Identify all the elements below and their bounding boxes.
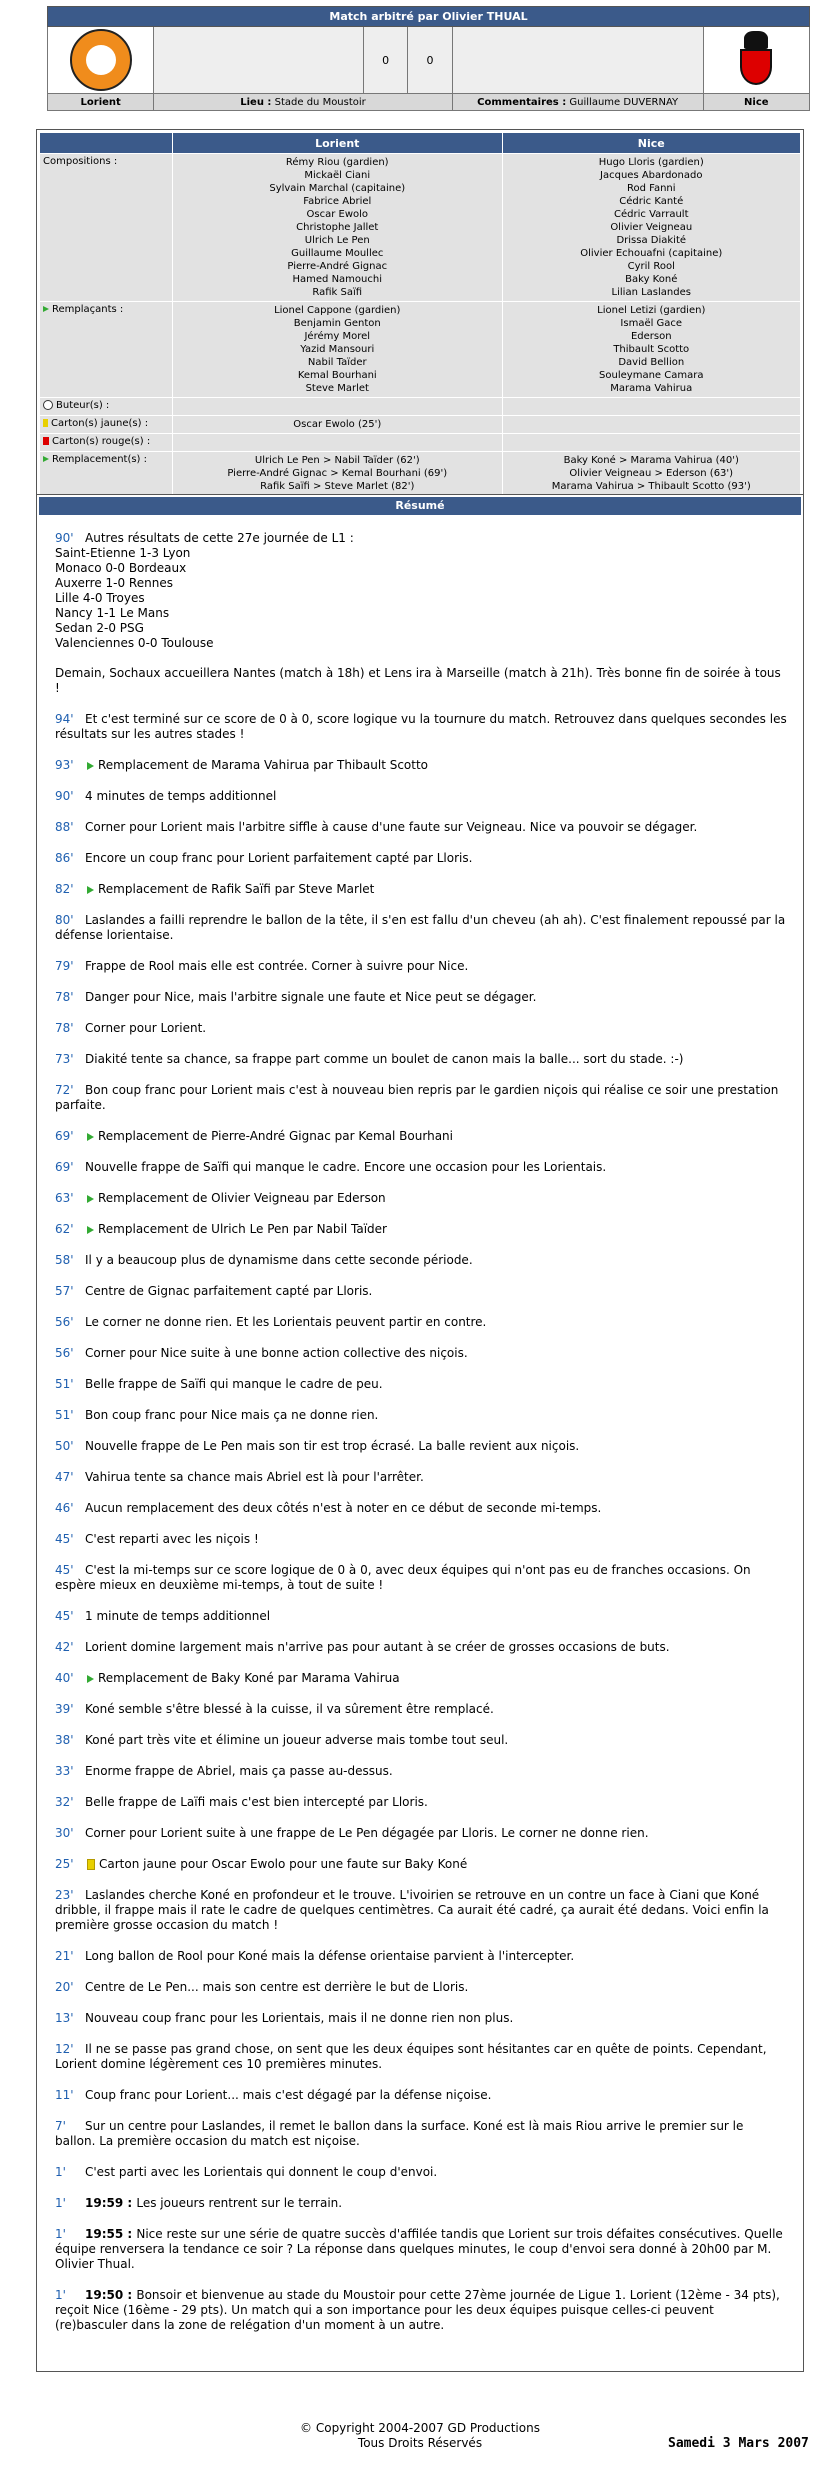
- event-item: [55, 1253, 787, 1268]
- event-text: Centre de Le Pen... mais son centre est derrière le but de Lloris.: [85, 1980, 469, 1994]
- event-item: [55, 712, 787, 742]
- home-bench: Lionel Cappone (gardien) Benjamin Genton Jérémy Morel Yazid Mansouri Nabil Taïder Kemal Bourhani Steve Marlet: [173, 302, 503, 398]
- event-item: [55, 1857, 787, 1872]
- substitution-arrow-icon: [87, 1195, 94, 1203]
- event-minute: 63': [55, 1191, 74, 1205]
- event-text: Diakité tente sa chance, sa frappe part comme un boulet de canon mais la balle... sort du stade. :-): [85, 1052, 684, 1066]
- substitution-arrow-icon: [87, 886, 94, 894]
- event-minute: 57': [55, 1284, 74, 1298]
- event-item: [55, 1052, 787, 1067]
- event-minute: 12': [55, 2042, 74, 2056]
- ball-icon: [43, 400, 53, 410]
- match-title: Match arbitré par Olivier THUAL: [48, 7, 810, 27]
- event-item: [55, 1671, 787, 1686]
- event-item: [55, 2042, 787, 2072]
- event-text: Remplacement de Pierre-André Gignac par Kemal Bourhani: [98, 1129, 453, 1143]
- footer: [300, 2421, 540, 2451]
- resume-title: Résumé: [39, 497, 801, 515]
- lieu: Lieu : Stade du Moustoir: [154, 94, 452, 111]
- event-text: Bon coup franc pour Nice mais ça ne donne rien.: [85, 1408, 379, 1422]
- event-minute: 11': [55, 2088, 74, 2102]
- yellow-card-icon: [87, 1859, 95, 1870]
- event-minute: 51': [55, 1408, 74, 1422]
- commentaires: Commentaires : Guillaume DUVERNAY: [452, 94, 703, 111]
- event-time: 19:55 :: [85, 2227, 137, 2241]
- home-logo-cell: [48, 27, 154, 94]
- event-minute: 58': [55, 1253, 74, 1267]
- event-text: Belle frappe de Saïfi qui manque le cadre de peu.: [85, 1377, 383, 1391]
- event-item: [55, 531, 787, 696]
- event-text: C'est parti avec les Lorientais qui donnent le coup d'envoi.: [85, 2165, 438, 2179]
- event-minute: 45': [55, 1563, 74, 1577]
- date: Samedi 3 Mars 2007: [668, 2436, 809, 2451]
- event-item: [55, 1640, 787, 1655]
- substitution-arrow-icon: [87, 1133, 94, 1141]
- event-item: [55, 2088, 787, 2103]
- event-text: Carton jaune pour Oscar Ewolo pour une faute sur Baky Koné: [99, 1857, 468, 1871]
- event-item: [55, 959, 787, 974]
- event-item: [55, 1733, 787, 1748]
- event-item: [55, 1888, 787, 1933]
- event-item: [55, 1315, 787, 1330]
- compo-away-header: Nice: [502, 133, 800, 154]
- event-text: Nouvelle frappe de Le Pen mais son tir est trop écrasé. La balle revient aux niçois.: [85, 1439, 580, 1453]
- event-minute: 78': [55, 990, 74, 1004]
- rights: Tous Droits Réservés: [357, 2436, 483, 2450]
- event-minute: 38': [55, 1733, 74, 1747]
- away-red-cards: [502, 434, 800, 452]
- compo-home-header: Lorient: [173, 133, 503, 154]
- event-minute: 45': [55, 1609, 74, 1623]
- event-text: Enorme frappe de Abriel, mais ça passe au-dessus.: [85, 1764, 393, 1778]
- event-minute: 7': [55, 2119, 66, 2133]
- sub-arrow-icon: [43, 456, 49, 462]
- event-text: Remplacement de Marama Vahirua par Thibault Scotto: [98, 758, 429, 772]
- away-score: 0: [408, 27, 452, 94]
- event-item: [55, 1702, 787, 1717]
- event-item: [55, 1129, 787, 1144]
- event-minute: 51': [55, 1377, 74, 1391]
- event-text: Autres résultats de cette 27e journée de L1 : Saint-Etienne 1-3 Lyon Monaco 0-0 Bordeaux Auxerre 1-0 Rennes Lille 4-0 Troyes Nancy 1-1 Le Mans Sedan 2-0 PSG Valenciennes 0-0 Toulouse Demain, Sochaux accueillera Nantes (match à 18h) et Lens ira à Marseille (match à 21h). Très bonne fin de soirée à tous !: [55, 531, 781, 695]
- event-text: Remplacement de Rafik Saïfi par Steve Marlet: [98, 882, 375, 896]
- event-text: C'est reparti avec les niçois !: [85, 1532, 259, 1546]
- event-text: Corner pour Nice suite à une bonne action collective des niçois.: [85, 1346, 468, 1360]
- event-text: Koné part très vite et élimine un joueur adverse mais tombe tout seul.: [85, 1733, 509, 1747]
- event-minute: 69': [55, 1160, 74, 1174]
- event-list: [37, 517, 803, 2333]
- event-minute: 72': [55, 1083, 74, 1097]
- event-minute: 30': [55, 1826, 74, 1840]
- event-text: 4 minutes de temps additionnel: [85, 789, 277, 803]
- home-team-name[interactable]: Lorient: [48, 94, 154, 111]
- event-minute: 80': [55, 913, 74, 927]
- event-text: Remplacement de Olivier Veigneau par Ederson: [98, 1191, 386, 1205]
- event-text: Nouveau coup franc pour les Lorientais, mais il ne donne rien non plus.: [85, 2011, 514, 2025]
- event-item: [55, 882, 787, 897]
- event-text: Le corner ne donne rien. Et les Lorientais peuvent partir en contre.: [85, 1315, 487, 1329]
- event-text: Nice reste sur une série de quatre succès d'affilée tandis que Lorient sur trois défaites consécutives. Quelle équipe renversera la tendance ce soir ? La réponse dans quelques minutes, le coup d'envoi sera donné à 20h00 par M. Olivier Thual.: [55, 2227, 783, 2271]
- yellow-card-icon: [43, 419, 48, 427]
- event-minute: 20': [55, 1980, 74, 1994]
- event-item: [55, 1408, 787, 1423]
- event-text: Long ballon de Rool pour Koné mais la défense orientaise parvient à l'intercepter.: [85, 1949, 575, 1963]
- home-lineup: Rémy Riou (gardien) Mickaël Ciani Sylvain Marchal (capitaine) Fabrice Abriel Oscar Ewolo Christophe Jallet Ulrich Le Pen Guillaume Moullec Pierre-André Gignac Hamed Namouchi Rafik Saïfi: [173, 154, 503, 302]
- away-logo-cell: [703, 27, 809, 94]
- event-text: 1 minute de temps additionnel: [85, 1609, 271, 1623]
- match-header: [47, 6, 810, 111]
- event-text: Encore un coup franc pour Lorient parfaitement capté par Lloris.: [85, 851, 473, 865]
- event-item: [55, 758, 787, 773]
- event-minute: 1': [55, 2196, 66, 2210]
- event-text: Vahirua tente sa chance mais Abriel est là pour l'arrêter.: [85, 1470, 424, 1484]
- away-scorers: [502, 398, 800, 416]
- event-text: Corner pour Lorient suite à une frappe de Le Pen dégagée par Lloris. Le corner ne donne rien.: [85, 1826, 649, 1840]
- event-minute: 56': [55, 1315, 74, 1329]
- event-item: [55, 1021, 787, 1036]
- event-item: [55, 1501, 787, 1516]
- event-item: [55, 1439, 787, 1454]
- event-item: [55, 1470, 787, 1485]
- event-text: Remplacement de Ulrich Le Pen par Nabil Taïder: [98, 1222, 387, 1236]
- event-minute: 86': [55, 851, 74, 865]
- event-text: Remplacement de Baky Koné par Marama Vahirua: [98, 1671, 400, 1685]
- event-item: [55, 2011, 787, 2026]
- home-red-cards: [173, 434, 503, 452]
- event-text: Centre de Gignac parfaitement capté par Lloris.: [85, 1284, 373, 1298]
- event-item: [55, 1563, 787, 1593]
- event-text: Nouvelle frappe de Saïfi qui manque le cadre. Encore une occasion pour les Lorientais.: [85, 1160, 607, 1174]
- event-item: [55, 1160, 787, 1175]
- event-minute: 93': [55, 758, 74, 772]
- home-yellow-cards: Oscar Ewolo (25'): [173, 416, 503, 434]
- resume-panel: [36, 494, 804, 2372]
- event-item: [55, 1532, 787, 1547]
- substitution-arrow-icon: [87, 762, 94, 770]
- event-minute: 39': [55, 1702, 74, 1716]
- lorient-logo-icon: [70, 29, 132, 91]
- event-item: [55, 1764, 787, 1779]
- event-text: Lorient domine largement mais n'arrive pas pour autant à se créer de grosses occasions de buts.: [85, 1640, 670, 1654]
- event-minute: 42': [55, 1640, 74, 1654]
- away-substitutions: Baky Koné > Marama Vahirua (40') Olivier Veigneau > Ederson (63') Marama Vahirua > Thibault Scotto (93'): [502, 452, 800, 497]
- event-minute: 88': [55, 820, 74, 834]
- event-item: [55, 2119, 787, 2149]
- event-minute: 78': [55, 1021, 74, 1035]
- label-remplacements: Remplacement(s) :: [40, 452, 173, 497]
- event-minute: 23': [55, 1888, 74, 1902]
- event-text: Et c'est terminé sur ce score de 0 à 0, score logique vu la tournure du match. Retrouvez dans quelques secondes les résultats sur les autres stades !: [55, 712, 787, 741]
- event-item: [55, 2165, 787, 2180]
- event-item: [55, 851, 787, 866]
- event-text: Coup franc pour Lorient... mais c'est dégagé par la défense niçoise.: [85, 2088, 492, 2102]
- away-lineup: Hugo Lloris (gardien) Jacques Abardonado Rod Fanni Cédric Kanté Cédric Varrault Olivier Veigneau Drissa Diakité Olivier Echouafni (capitaine) Cyril Rool Baky Koné Lilian Laslandes: [502, 154, 800, 302]
- event-minute: 1': [55, 2165, 66, 2179]
- event-minute: 1': [55, 2227, 66, 2241]
- event-minute: 56': [55, 1346, 74, 1360]
- event-text: Laslandes a failli reprendre le ballon de la tête, il s'en est fallu d'un cheveu (ah ah). C'est finalement repoussé par la défense lorientaise.: [55, 913, 786, 942]
- event-item: [55, 1609, 787, 1624]
- home-substitutions: Ulrich Le Pen > Nabil Taïder (62') Pierre-André Gignac > Kemal Bourhani (69') Rafik Saïfi > Steve Marlet (82'): [173, 452, 503, 497]
- event-text: Danger pour Nice, mais l'arbitre signale une faute et Nice peut se dégager.: [85, 990, 537, 1004]
- label-jaunes: Carton(s) jaune(s) :: [40, 416, 173, 434]
- event-time: 19:59 :: [85, 2196, 137, 2210]
- home-score: 0: [363, 27, 407, 94]
- event-item: [55, 820, 787, 835]
- red-card-icon: [43, 437, 49, 445]
- event-item: [55, 990, 787, 1005]
- event-minute: 82': [55, 882, 74, 896]
- event-minute: 46': [55, 1501, 74, 1515]
- event-minute: 21': [55, 1949, 74, 1963]
- event-minute: 1': [55, 2288, 66, 2302]
- event-text: C'est la mi-temps sur ce score logique de 0 à 0, avec deux équipes qui n'ont pas eu de franches occasions. On espère mieux en deuxième mi-temps, à tout de suite !: [55, 1563, 751, 1592]
- event-item: [55, 1191, 787, 1206]
- event-item: [55, 2288, 787, 2333]
- event-minute: 79': [55, 959, 74, 973]
- label-buteurs: Buteur(s) :: [40, 398, 173, 416]
- event-item: [55, 1346, 787, 1361]
- away-yellow-cards: [502, 416, 800, 434]
- sub-arrow-icon: [43, 306, 49, 312]
- label-remplacants: Remplaçants :: [40, 302, 173, 398]
- event-text: Aucun remplacement des deux côtés n'est à noter en ce début de seconde mi-temps.: [85, 1501, 602, 1515]
- copyright: © Copyright 2004-2007 GD Productions: [300, 2421, 540, 2435]
- event-item: [55, 913, 787, 943]
- event-text: Koné semble s'être blessé à la cuisse, il va sûrement être remplacé.: [85, 1702, 494, 1716]
- event-item: [55, 1083, 787, 1113]
- event-minute: 50': [55, 1439, 74, 1453]
- event-text: Laslandes cherche Koné en profondeur et le trouve. L'ivoirien se retrouve en un contre un face à Ciani que Koné dribble, il frappe mais il rate le cadre de quelques centimètres. Ca aurait été cadré, ça aurait été dedans. Voici enfin la première grosse occasion du match !: [55, 1888, 769, 1932]
- event-minute: 90': [55, 531, 74, 545]
- substitution-arrow-icon: [87, 1226, 94, 1234]
- event-item: [55, 1377, 787, 1392]
- away-bench: Lionel Letizi (gardien) Ismaël Gace Ederson Thibault Scotto David Bellion Souleymane Camara Marama Vahirua: [502, 302, 800, 398]
- event-minute: 47': [55, 1470, 74, 1484]
- event-item: [55, 1980, 787, 1995]
- event-minute: 33': [55, 1764, 74, 1778]
- event-text: Sur un centre pour Laslandes, il remet le ballon dans la surface. Koné est là mais Riou arrive le premier sur le ballon. La première occasion du match est niçoise.: [55, 2119, 744, 2148]
- event-text: Les joueurs rentrent sur le terrain.: [136, 2196, 343, 2210]
- event-text: Belle frappe de Laïfi mais c'est bien intercepté par Lloris.: [85, 1795, 428, 1809]
- event-text: Bon coup franc pour Lorient mais c'est à nouveau bien repris par le gardien niçois qui réalise ce soir une prestation parfaite.: [55, 1083, 779, 1112]
- home-scorers: [173, 398, 503, 416]
- event-item: [55, 1795, 787, 1810]
- event-text: Il ne se passe pas grand chose, on sent que les deux équipes sont hésitantes car en quête de points. Cependant, Lorient domine légèrement ces 10 premières minutes.: [55, 2042, 767, 2071]
- event-minute: 45': [55, 1532, 74, 1546]
- event-text: Frappe de Rool mais elle est contrée. Corner à suivre pour Nice.: [85, 959, 469, 973]
- event-item: [55, 789, 787, 804]
- event-text: Il y a beaucoup plus de dynamisme dans cette seconde période.: [85, 1253, 473, 1267]
- event-text: Bonsoir et bienvenue au stade du Moustoir pour cette 27ème journée de Ligue 1. Lorient (12ème - 34 pts), reçoit Nice (16ème - 29 pts). Un match qui a son importance pour les deux équipes puisque celles-ci peuvent (re)basculer dans la zone de relégation d'un moment à un autre.: [55, 2288, 780, 2332]
- label-compositions: Compositions :: [40, 154, 173, 302]
- event-minute: 73': [55, 1052, 74, 1066]
- event-minute: 40': [55, 1671, 74, 1685]
- event-item: [55, 2196, 787, 2211]
- event-minute: 25': [55, 1857, 74, 1871]
- event-minute: 94': [55, 712, 74, 726]
- event-minute: 13': [55, 2011, 74, 2025]
- nice-logo-icon: [734, 31, 778, 89]
- event-item: [55, 1826, 787, 1841]
- event-time: 19:50 :: [85, 2288, 137, 2302]
- event-item: [55, 1222, 787, 1237]
- event-text: Corner pour Lorient mais l'arbitre siffle à cause d'une faute sur Veigneau. Nice va pouvoir se dégager.: [85, 820, 698, 834]
- away-team-name[interactable]: Nice: [703, 94, 809, 111]
- event-minute: 69': [55, 1129, 74, 1143]
- label-rouges: Carton(s) rouge(s) :: [40, 434, 173, 452]
- event-text: Corner pour Lorient.: [85, 1021, 207, 1035]
- event-item: [55, 1284, 787, 1299]
- event-item: [55, 2227, 787, 2272]
- substitution-arrow-icon: [87, 1675, 94, 1683]
- event-item: [55, 1949, 787, 1964]
- event-minute: 62': [55, 1222, 74, 1236]
- event-minute: 90': [55, 789, 74, 803]
- compositions-panel: [36, 129, 804, 500]
- event-minute: 32': [55, 1795, 74, 1809]
